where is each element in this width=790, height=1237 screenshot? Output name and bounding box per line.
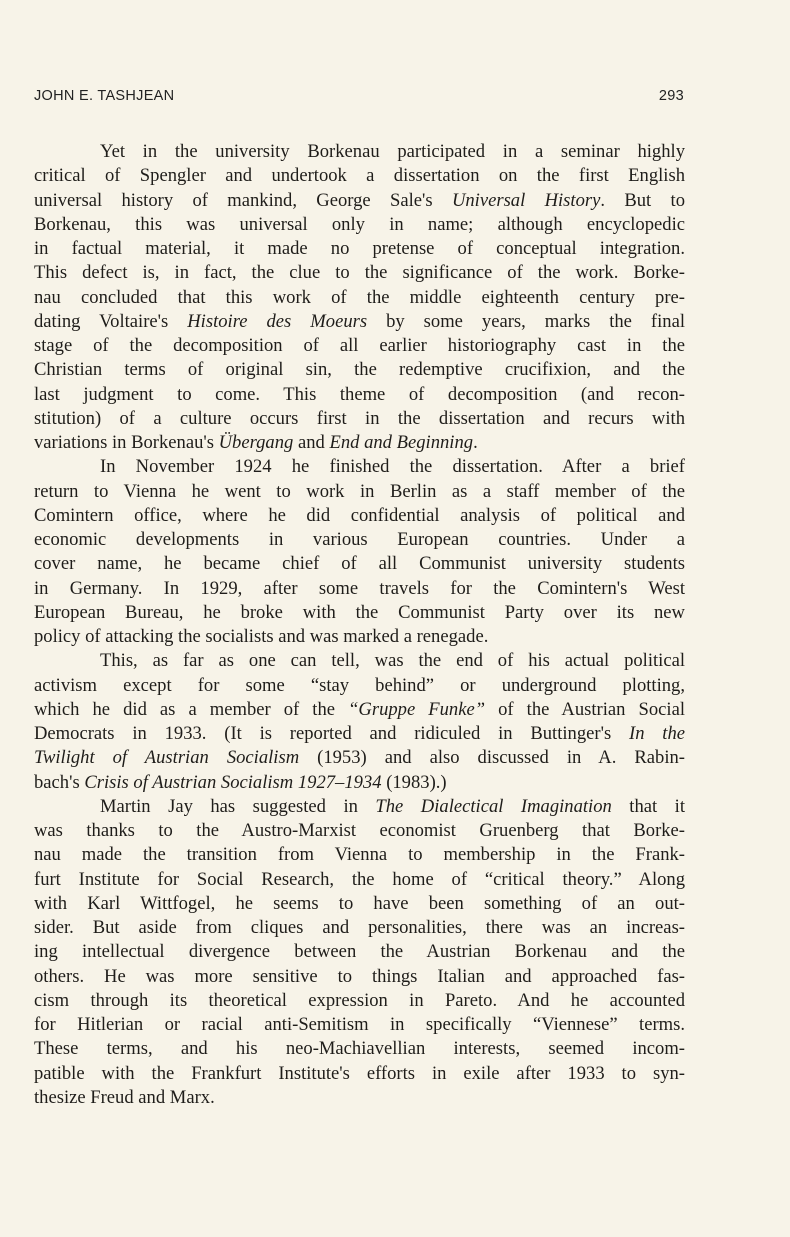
- text-line: nau concluded that this work of the middle eighteenth century pre-: [34, 286, 685, 308]
- text-line: thesize Freud and Marx.: [34, 1086, 215, 1108]
- text-line: economic developments in various European countries. Under a: [34, 529, 685, 550]
- text-line: This defect is, in fact, the clue to the significance of the work. Borke-: [34, 262, 685, 284]
- text-line: return to Vienna he went to work in Berlin as a staff member of the: [34, 480, 685, 502]
- paragraph: [34, 140, 685, 455]
- text-line: Christian terms of original sin, the redemptive crucifixion, and the: [34, 359, 685, 381]
- paragraph: [34, 795, 685, 1110]
- text-line: In November 1924 he finished the dissertation. After a brief: [100, 456, 685, 478]
- text-line: cover name, he became chief of all Communist university students: [34, 553, 685, 575]
- text-line: stage of the decomposition of all earlier historiography cast in the: [34, 335, 685, 356]
- text-line: in factual material, it made no pretense of conceptual integration.: [34, 238, 685, 259]
- text-line: cism through its theoretical expression in Pareto. And he accounted: [34, 989, 685, 1011]
- text-line: ing intellectual divergence between the Austrian Borkenau and the: [34, 941, 685, 963]
- text-line: furt Institute for Social Research, the home of “critical theory.” Along: [34, 868, 685, 890]
- body-text: [34, 140, 685, 1110]
- text-line: Comintern office, where he did confidential analysis of political and: [34, 504, 685, 526]
- text-line: stitution) of a culture occurs first in the dissertation and recurs with: [34, 407, 685, 429]
- text-line: was thanks to the Austro-Marxist economist Gruenberg that Borke-: [34, 820, 685, 841]
- text-line: Democrats in 1933. (It is reported and ridiculed in Buttinger's In the: [34, 723, 686, 744]
- text-line: nau made the transition from Vienna to membership in the Frank-: [34, 844, 685, 866]
- text-line: in Germany. In 1929, after some travels for the Comintern's West: [34, 577, 685, 599]
- text-line: Borkenau, this was universal only in name; although encyclopedic: [34, 213, 685, 235]
- paragraph: [34, 455, 685, 649]
- text-line: bach's Crisis of Austrian Socialism 1927–1934 (1983).): [34, 771, 447, 793]
- text-line: These terms, and his neo-Machiavellian interests, seemed incom-: [34, 1038, 685, 1060]
- text-line: sider. But aside from cliques and personalities, there was an increas-: [34, 917, 685, 938]
- text-line: variations in Borkenau's Übergang and End and Beginning.: [34, 432, 478, 453]
- text-line: Martin Jay has suggested in The Dialectical Imagination that it: [100, 795, 686, 817]
- text-line: which he did as a member of the “Gruppe Funke” of the Austrian Social: [34, 698, 685, 720]
- text-line: last judgment to come. This theme of decomposition (and recon-: [34, 383, 685, 405]
- text-line: policy of attacking the socialists and was marked a renegade.: [34, 626, 489, 647]
- text-line: for Hitlerian or racial anti-Semitism in specifically “Viennese” terms.: [34, 1014, 685, 1035]
- text-line: Yet in the university Borkenau participated in a seminar highly: [100, 141, 685, 162]
- text-line: activism except for some “stay behind” or underground plotting,: [34, 674, 685, 696]
- paragraph: [34, 649, 685, 795]
- page-header: [34, 88, 684, 108]
- running-head: JOHN E. TASHJEAN: [34, 88, 175, 104]
- text-line: with Karl Wittfogel, he seems to have been something of an out-: [34, 892, 685, 914]
- text-line: European Bureau, he broke with the Communist Party over its new: [34, 601, 685, 623]
- text-line: universal history of mankind, George Sale's Universal History. But to: [34, 189, 685, 211]
- text-line: critical of Spengler and undertook a dissertation on the first English: [34, 165, 685, 187]
- text-line: patible with the Frankfurt Institute's efforts in exile after 1933 to syn-: [34, 1062, 685, 1084]
- text-line: others. He was more sensitive to things Italian and approached fas-: [34, 965, 685, 987]
- page-number: 293: [658, 88, 684, 104]
- text-line: dating Voltaire's Histoire des Moeurs by some years, marks the final: [34, 310, 686, 332]
- text-line: This, as far as one can tell, was the end of his actual political: [100, 650, 685, 672]
- text-line: Twilight of Austrian Socialism (1953) and also discussed in A. Rabin-: [34, 747, 685, 769]
